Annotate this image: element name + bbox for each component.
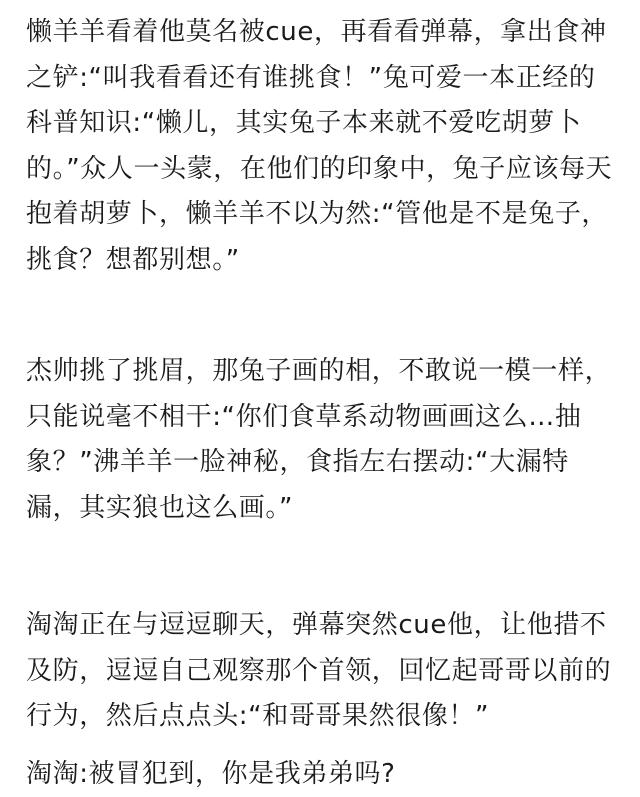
paragraph-taotao-doudou: 淘淘正在与逗逗聊天，弹幕突然cue他，让他措不及防，逗逗自己观察那个首领，回忆起哥哥以前的行为，然后点点头:“和哥哥果然很像！” (26, 603, 616, 740)
paragraph-taotao-reply: 淘淘:被冒犯到，你是我弟弟吗? (26, 752, 616, 797)
paragraph-jieshuai: 杰帅挑了挑眉，那兔子画的相，不敢说一模一样，只能说毫不相干:“你们食草系动物画画这么…抽象？”沸羊羊一脸神秘，食指左右摆动:“大漏特漏，其实狼也这么画。” (26, 349, 616, 531)
article-body (26, 10, 616, 797)
paragraph-lazy-goat: 懒羊羊看着他莫名被cue，再看看弹幕，拿出食神之铲:“叫我看看还有谁挑食！”兔可爱一本正经的科普知识:“懒儿，其实兔子本来就不爱吃胡萝卜的。”众人一头蒙，在他们的印象中，兔子应该每天抱着胡萝卜，懒羊羊不以为然:“管他是不是兔子，挑食？想都别想。” (26, 10, 616, 283)
